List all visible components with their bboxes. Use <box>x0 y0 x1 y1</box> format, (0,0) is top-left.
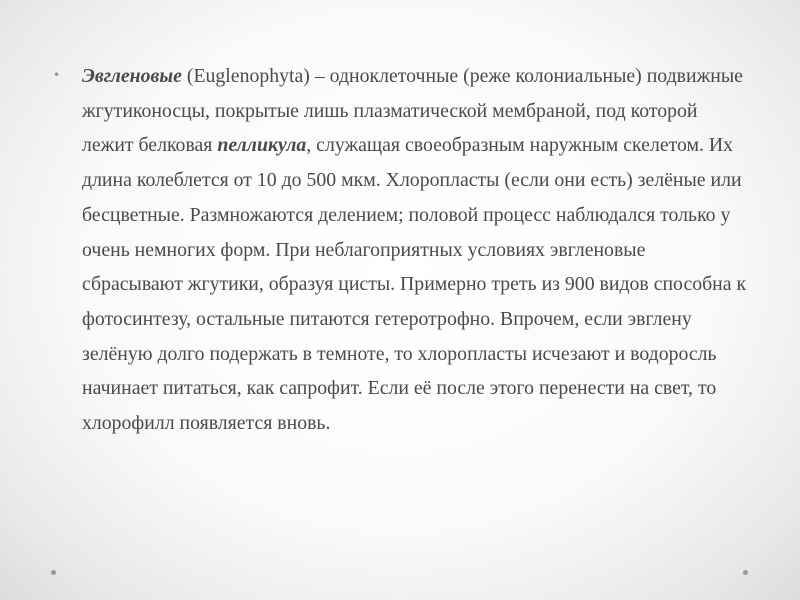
text-segment-1: (Euglenophyta) – одноклеточные (реже колониальные) подвижные жгутиконосцы, покрытые лишь плазматической мембраной, под которой лежит белковая <box>82 65 743 157</box>
bullet-item <box>50 59 750 441</box>
slide-body <box>50 59 750 441</box>
decorative-dot-right <box>743 570 748 575</box>
term-euglenophyta: Эвгленовые <box>82 65 182 87</box>
paragraph-text <box>82 59 750 441</box>
bullet-marker: • <box>54 68 59 83</box>
term-pellicle: пелликула <box>217 134 307 157</box>
decorative-dot-left <box>51 570 56 575</box>
text-segment-2: , служащая своеобразным наружным скелетом. Их длина колеблется от 10 до 500 мкм. Хлоропласты (если они есть) зелёные или бесцветные. Размножаются делением; половой процесс наблюдался только у очень немногих форм. При неблагоприятных условиях эвгленовые сбрасывают жгутики, образуя цисты. Примерно треть из 900 видов способна к фотосинтезу, остальные питаются гетеротрофно. Впрочем, если эвглену зелёную долго подержать в темноте, то хлоропласты исчезают и водоросль начинает питаться, как сапрофит. Если её после этого перенести на свет, то хлорофилл появляется вновь. <box>82 134 747 435</box>
